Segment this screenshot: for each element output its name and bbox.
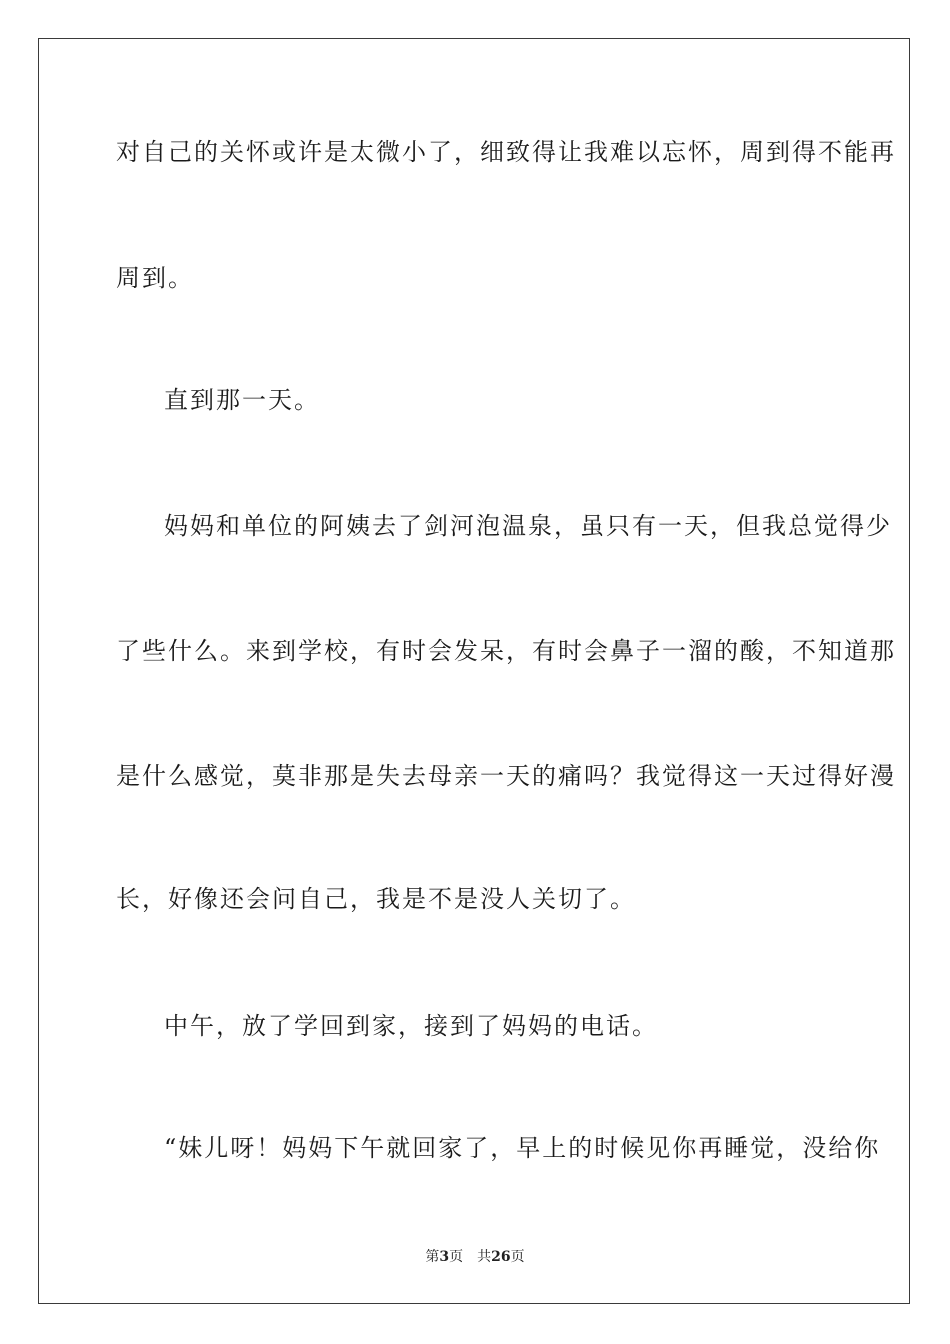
page-suffix: 页	[449, 1249, 464, 1265]
page-prefix: 第	[425, 1249, 440, 1265]
total-suffix: 页	[510, 1249, 525, 1265]
paragraph-line-3: 直到那一天。	[164, 386, 320, 414]
total-pages: 26	[491, 1249, 511, 1265]
paragraph-line-1: 对自己的关怀或许是太微小了，细致得让我难以忘怀，周到得不能再	[116, 138, 896, 166]
page-border	[38, 38, 910, 1304]
page-number: 3	[439, 1249, 450, 1265]
paragraph-line-8: 中午，放了学回到家，接到了妈妈的电话。	[164, 1012, 658, 1040]
page-footer	[0, 1248, 950, 1266]
paragraph-line-4: 妈妈和单位的阿姨去了剑河泡温泉，虽只有一天，但我总觉得少	[164, 512, 892, 540]
paragraph-line-5: 了些什么。来到学校，有时会发呆，有时会鼻子一溜的酸，不知道那	[116, 637, 896, 665]
total-prefix: 共	[477, 1249, 492, 1265]
paragraph-line-6: 是什么感觉，莫非那是失去母亲一天的痛吗？我觉得这一天过得好漫	[116, 762, 896, 790]
paragraph-line-7: 长，好像还会问自己，我是不是没人关切了。	[116, 885, 636, 913]
paragraph-line-9: “妹儿呀！妈妈下午就回家了，早上的时候见你再睡觉，没给你	[164, 1134, 881, 1162]
paragraph-line-2: 周到。	[116, 264, 194, 292]
